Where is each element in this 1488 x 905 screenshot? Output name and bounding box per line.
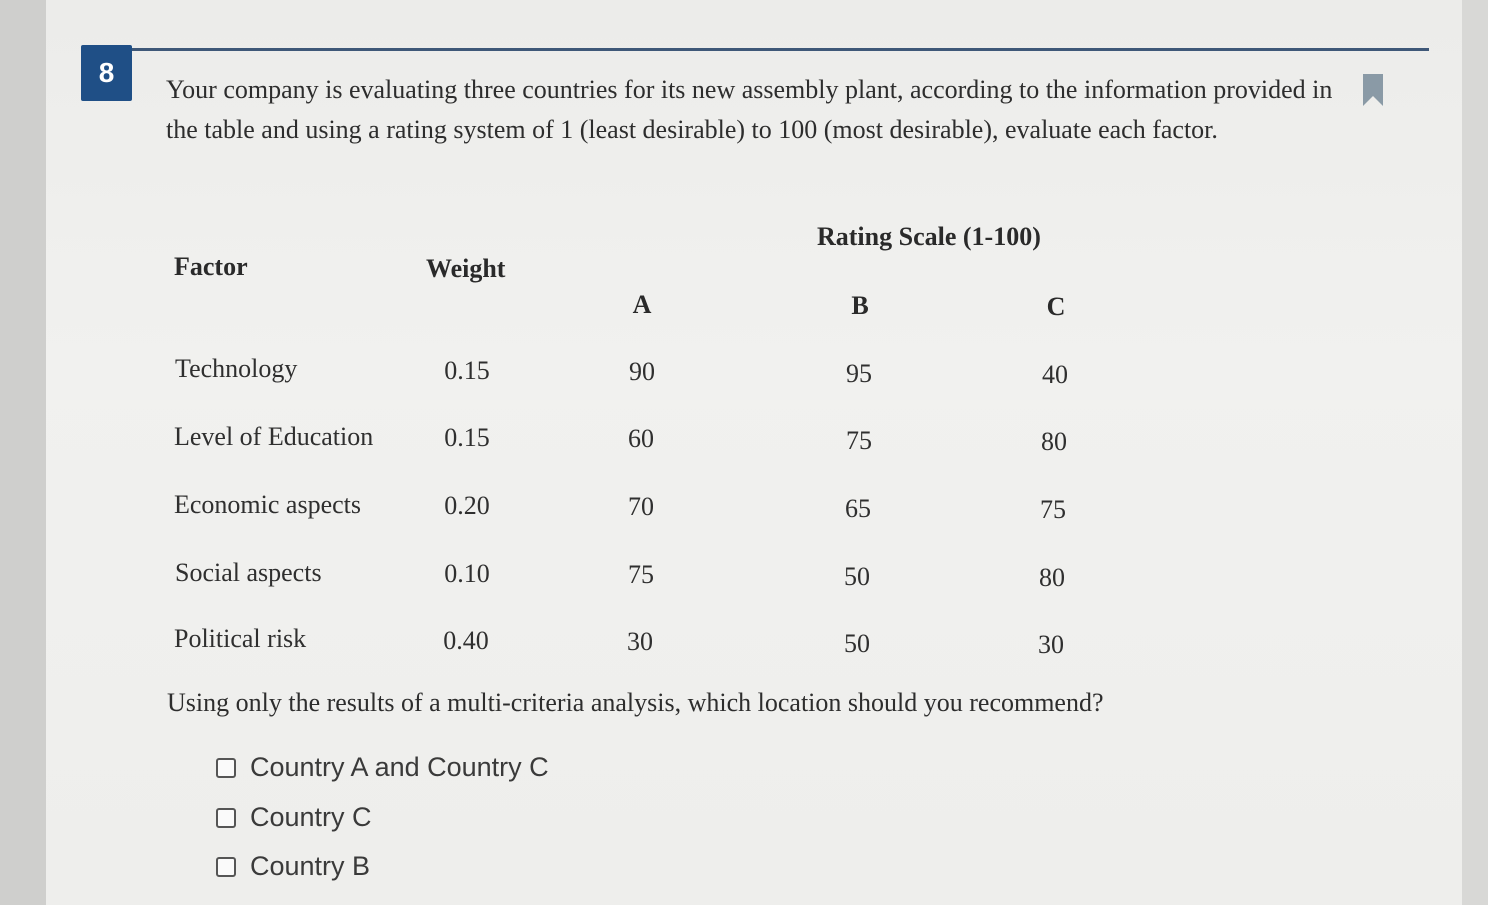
- rating-c-cell: 80: [1041, 427, 1067, 456]
- question-number-badge: 8: [81, 45, 132, 101]
- question-text: Your company is evaluating three countries for its new assembly plant, according to the information provided in the table and using a rating system of 1 (least desirable) to 100 (most desirable), evaluate each factor.: [166, 75, 1333, 144]
- column-c-header: C: [1046, 292, 1066, 321]
- rating-b-cell: 75: [846, 426, 872, 455]
- option-label: Country B: [250, 851, 371, 881]
- option-label: Country A and Country C: [250, 752, 549, 782]
- checkbox[interactable]: [216, 808, 236, 828]
- column-a-header: A: [632, 290, 652, 319]
- answer-option-b[interactable]: [216, 851, 370, 882]
- weight-cell: 0.10: [444, 559, 490, 588]
- checkbox[interactable]: [216, 758, 236, 778]
- rating-scale-header: Rating Scale (1-100): [817, 222, 1041, 251]
- rating-a-cell: 30: [627, 627, 653, 656]
- rating-b-cell: 65: [845, 494, 871, 523]
- rating-a-cell: 90: [629, 357, 655, 386]
- rating-b-cell: 50: [844, 562, 870, 591]
- option-label: Country C: [250, 802, 372, 832]
- checkbox[interactable]: [216, 857, 236, 877]
- rating-c-cell: 80: [1039, 563, 1065, 592]
- weight-cell: 0.20: [444, 491, 490, 520]
- factor-header: Factor: [174, 252, 248, 281]
- question-divider: [132, 48, 1429, 51]
- question-prompt: Using only the results of a multi-criteria analysis, which location should you recommend?: [167, 688, 1104, 717]
- factor-cell: Political risk: [174, 624, 307, 653]
- factor-cell: Technology: [175, 354, 298, 383]
- rating-b-cell: 50: [844, 629, 870, 658]
- page-edge: [1462, 0, 1488, 905]
- answer-option-a-and-c[interactable]: [216, 752, 549, 783]
- factor-cell: Level of Education: [174, 422, 374, 451]
- weight-header: Weight: [426, 254, 506, 283]
- rating-b-cell: 95: [846, 359, 872, 388]
- rating-a-cell: 60: [628, 424, 654, 453]
- rating-c-cell: 40: [1042, 360, 1068, 389]
- weight-cell: 0.40: [443, 626, 489, 655]
- answer-option-c[interactable]: [216, 802, 372, 833]
- factor-cell: Economic aspects: [174, 490, 361, 519]
- rating-a-cell: 75: [628, 560, 654, 589]
- weight-cell: 0.15: [444, 423, 490, 452]
- rating-c-cell: 75: [1040, 495, 1066, 524]
- rating-a-cell: 70: [628, 492, 654, 521]
- rating-c-cell: 30: [1038, 630, 1064, 659]
- weight-cell: 0.15: [444, 356, 490, 385]
- factor-cell: Social aspects: [175, 558, 322, 587]
- column-b-header: B: [851, 291, 869, 320]
